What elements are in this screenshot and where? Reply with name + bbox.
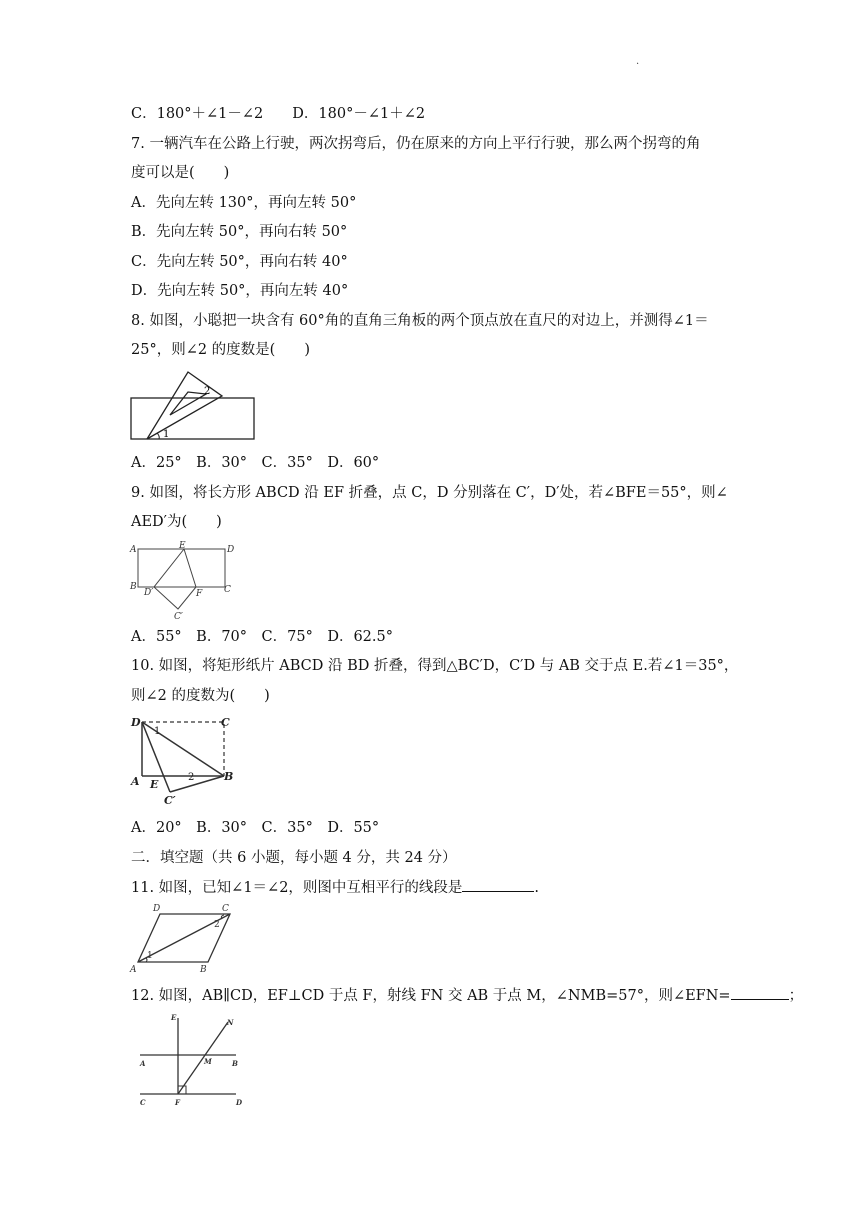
q10-options: A．20° B．30° C．35° D．55°: [131, 820, 380, 836]
label-A: A: [131, 775, 140, 788]
label-M: M: [204, 1057, 212, 1066]
label-Cprime: C′: [174, 612, 183, 620]
q11-figure: [128, 902, 240, 982]
label-Dprime: D′: [144, 588, 154, 598]
q12-answer-blank[interactable]: [731, 985, 789, 1000]
label-N: N: [227, 1018, 234, 1027]
label-F: F: [196, 589, 203, 599]
q6-options-cd: C．180°＋∠1－∠2 D．180°－∠1＋∠2: [131, 106, 426, 122]
q9-figure: [128, 540, 238, 624]
angle-1-label: 1: [147, 951, 153, 961]
q11-answer-blank[interactable]: [462, 877, 534, 892]
q10-stem-cont: 则∠2 的度数为( ): [131, 688, 270, 704]
label-A: A: [140, 1059, 146, 1068]
label-C: C: [222, 904, 229, 914]
label-A: A: [130, 545, 137, 555]
section-2-heading: 二．填空题（共 6 小题，每小题 4 分，共 24 分）: [131, 850, 457, 866]
label-D: D: [131, 716, 141, 729]
label-B: B: [224, 770, 234, 783]
q9-stem: 9. 如图，将长方形 ABCD 沿 EF 折叠，点 C，D 分别落在 C′，D′处，若∠BFE＝55°，则∠: [131, 485, 728, 501]
q11-stem: [131, 877, 539, 898]
q8-stem: 8. 如图，小聪把一块含有 60°角的直角三角板的两个顶点放在直尺的对边上，并测得∠1＝: [131, 313, 709, 329]
angle-1-label: 1: [154, 726, 161, 737]
label-A: A: [130, 965, 137, 975]
angle-2-label: 2: [188, 772, 195, 783]
label-E: E: [150, 778, 159, 791]
q12-stem: [131, 985, 803, 1006]
q11-end: .: [534, 880, 540, 896]
label-B: B: [232, 1059, 238, 1068]
q7-option-b: B．先向左转 50°，再向右转 50°: [131, 224, 348, 240]
label-B: B: [130, 582, 137, 592]
label-D: D: [236, 1098, 243, 1107]
q8-stem-cont: 25°，则∠2 的度数是( ): [131, 342, 310, 358]
q7-stem-cont: 度可以是( ): [131, 165, 230, 181]
q9-stem-cont: AED′为( ): [131, 514, 222, 530]
label-E: E: [179, 541, 186, 551]
q7-option-d: D．先向左转 50°，再向左转 40°: [131, 283, 349, 299]
angle-2-label: 2: [214, 920, 220, 930]
label-B: B: [200, 965, 207, 975]
page-marker: .: [636, 56, 640, 67]
label-Cprime: C′: [164, 794, 176, 807]
angle-1-label: 1: [163, 429, 170, 440]
q9-options: A．55° B．70° C．75° D．62.5°: [131, 629, 393, 645]
q12-figure: [128, 1012, 250, 1114]
q10-figure: [128, 712, 238, 814]
label-F: F: [175, 1098, 180, 1107]
q10-stem: 10. 如图，将矩形纸片 ABCD 沿 BD 折叠，得到△BC′D，C′D 与 AB 交于点 E.若∠1＝35°，: [131, 658, 739, 674]
q8-options: A．25° B．30° C．35° D．60°: [131, 455, 380, 471]
label-C: C: [224, 585, 231, 595]
label-C: C: [140, 1098, 146, 1107]
q7-option-a: A．先向左转 130°，再向左转 50°: [131, 195, 357, 211]
q7-stem: 7. 一辆汽车在公路上行驶，两次拐弯后，仍在原来的方向上平行行驶，那么两个拐弯的角: [131, 136, 701, 152]
q12-text: 12. 如图，AB∥CD，EF⊥CD 于点 F，射线 FN 交 AB 于点 M，∠NMB=57°，则∠EFN=: [131, 988, 731, 1004]
label-C: C: [221, 716, 230, 729]
q12-end: ；: [788, 988, 804, 1004]
q7-option-c: C．先向左转 50°，再向右转 40°: [131, 254, 348, 270]
q8-figure: [130, 370, 260, 448]
q11-text: 11. 如图，已知∠1＝∠2，则图中互相平行的线段是: [131, 880, 463, 896]
label-D: D: [227, 545, 235, 555]
label-E: E: [171, 1013, 177, 1022]
label-D: D: [153, 904, 161, 914]
angle-2-label: 2: [204, 386, 211, 397]
